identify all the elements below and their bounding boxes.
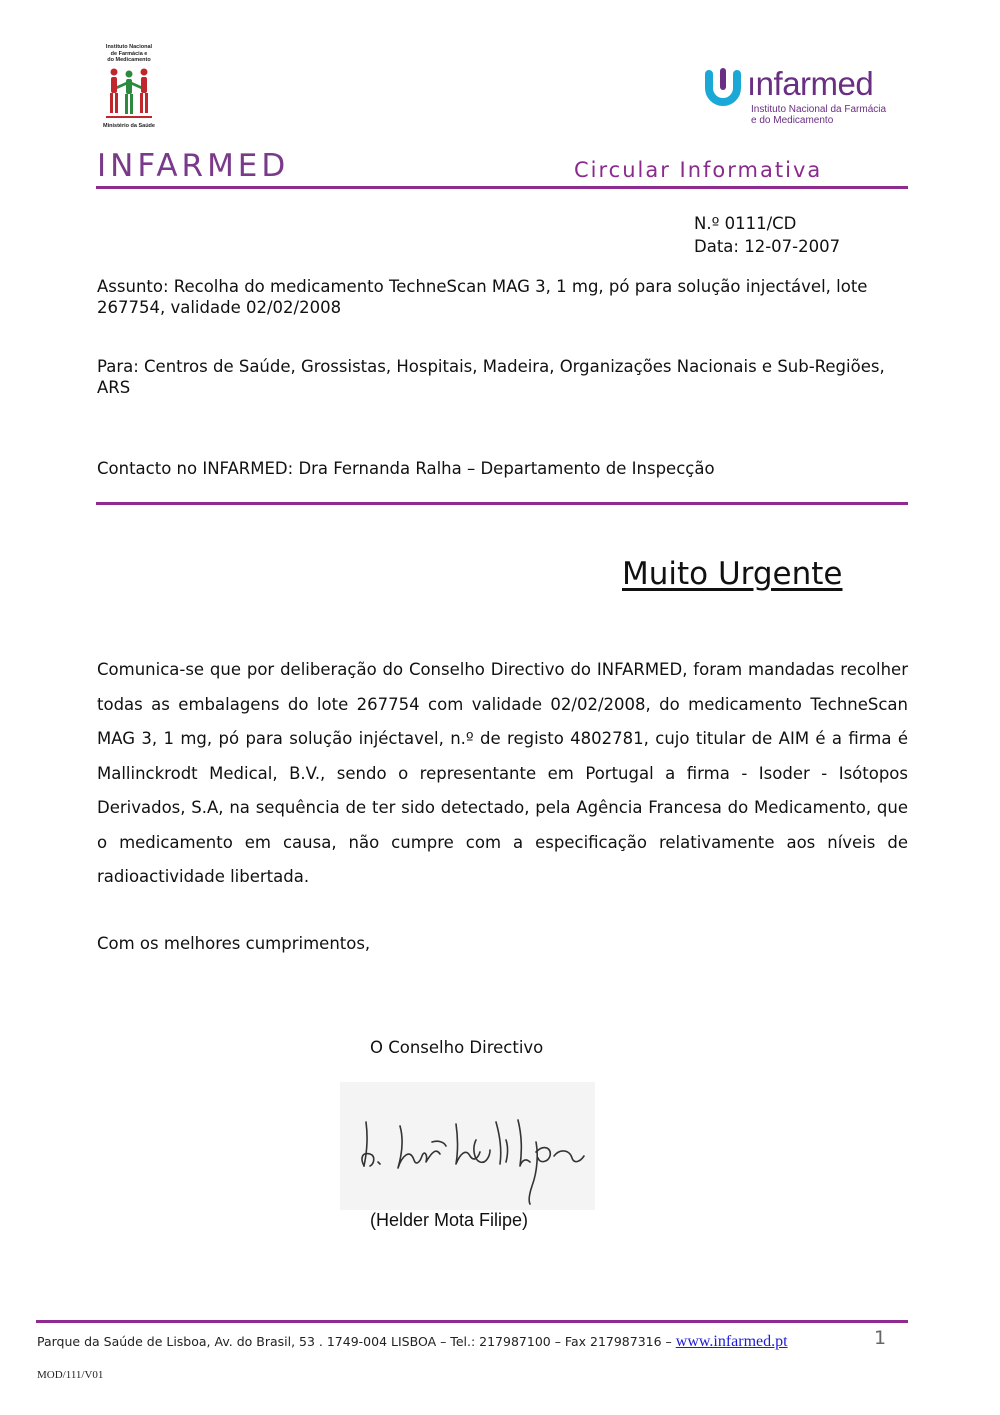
website-link[interactable]: www.infarmed.pt <box>675 1333 788 1350</box>
handwritten-signature <box>340 1082 595 1210</box>
footer-address <box>37 1333 788 1351</box>
subject-line: Assunto: Recolha do medicamento TechneScan MAG 3, 1 mg, pó para solução injectável, lote 267754, validade 02/02/2008 <box>97 277 868 317</box>
main-paragraph: Comunica-se que por deliberação do Conselho Directivo do INFARMED, foram mandadas recolher todas as embalagens do lote 267754 com validade 02/02/2008, do medicamento TechneScan MAG 3, 1 mg, pó para solução injéctavel, n.º de registo 4802781, cujo titular de AIM é a firma é Mallinckrodt Medical, B.V., sendo o representante em Portugal a firma - Isoder - Isótopos Derivados, S.A, na sequência de ter sido detectado, pela Agência Francesa do Medicamento, que o medicamento em causa, não cumpre com a especificação relativamente aos níveis de radioactividade libertada. <box>97 660 908 886</box>
infarmed-logo-subtitle-1: Instituto Nacional da Farmácia <box>751 104 887 115</box>
infarmed-logo-subtitle-2: e do Medicamento <box>751 115 834 126</box>
contact-line: Contacto no INFARMED: Dra Fernanda Ralha – Departamento de Inspecção <box>97 459 715 478</box>
footer-address-text: Parque da Saúde de Lisboa, Av. do Brasil, 53 . 1749-004 LISBOA – Tel.: 217987100 – Fax 217987316 – <box>37 1334 676 1349</box>
section-divider <box>96 502 908 505</box>
brand-title: INFARMED <box>97 148 290 184</box>
header-divider <box>96 186 908 189</box>
ministry-name: Ministério da Saúde <box>103 122 155 129</box>
ministry-logo <box>96 44 162 136</box>
ministry-logo-line-1: Instituto Nacional <box>105 44 153 50</box>
urgency-heading: Muito Urgente <box>622 556 843 592</box>
infarmed-logo-symbol-icon <box>703 66 747 110</box>
signature-drawing <box>340 1082 595 1210</box>
council-name: O Conselho Directivo <box>370 1038 544 1057</box>
ministry-logo-line-3: do Medicamento <box>107 57 151 63</box>
reference-number: N.º 0111/CD <box>694 214 797 233</box>
infarmed-logo <box>703 64 893 132</box>
infarmed-logo-subtitle <box>751 104 901 126</box>
reference-date: Data: 12-07-2007 <box>694 237 841 256</box>
ministry-logo-line-2: de Farmácia e <box>110 50 148 57</box>
document-type: Circular Informativa <box>574 158 823 182</box>
page-number: 1 <box>874 1327 887 1349</box>
form-code: MOD/111/V01 <box>37 1369 104 1381</box>
recipients-line: Para: Centros de Saúde, Grossistas, Hospitais, Madeira, Organizações Nacionais e Sub-Regiões, ARS <box>97 357 885 397</box>
ministry-figures-emblem <box>104 66 154 122</box>
footer-divider <box>36 1320 908 1323</box>
closing-salutation: Com os melhores cumprimentos, <box>97 934 371 953</box>
infarmed-logo-word: ınfarmed <box>747 65 874 102</box>
signatory-name: (Helder Mota Filipe) <box>370 1210 529 1230</box>
